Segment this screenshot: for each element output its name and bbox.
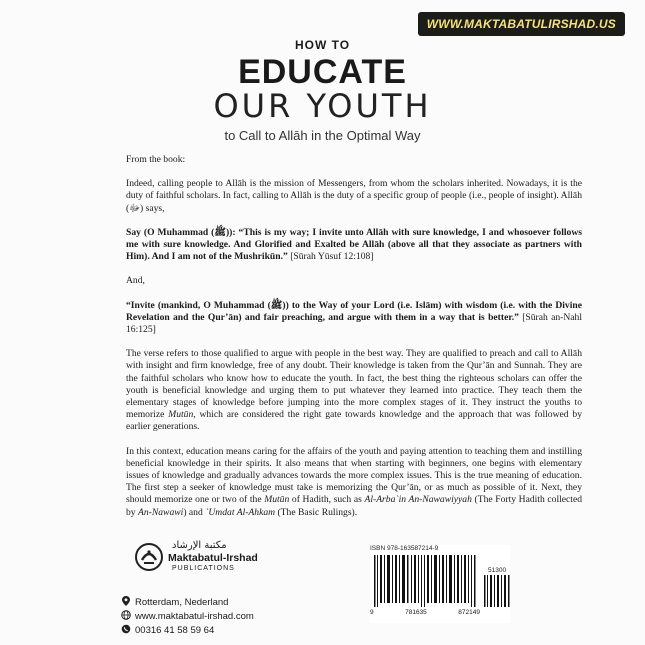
- title-kicker: HOW TO: [294, 38, 351, 52]
- barcode-digit-right: 872149: [458, 609, 480, 616]
- isbn-number: ISBN 978-163587214-9: [370, 545, 439, 552]
- price-barcode-icon: [484, 575, 512, 607]
- globe-icon: [120, 610, 132, 624]
- quran-quote-1: [126, 227, 582, 264]
- contact-phone: [120, 624, 254, 638]
- contact-website: [120, 610, 254, 624]
- quote-1-reference: [Sūrah Yūsuf 12:108]: [290, 251, 374, 263]
- blurb-intro: From the book:: [126, 154, 186, 165]
- publisher-logo: [126, 538, 582, 588]
- location-text: Rotterdam, Nederland: [135, 597, 229, 608]
- price-code: 51300: [488, 567, 507, 574]
- publisher-arabic-name: مكتبة الإرشاد: [172, 540, 227, 551]
- paragraph-3-nawawi: An-Nawawi: [138, 506, 184, 518]
- website-watermark-badge[interactable]: WWW.MAKTABATULIRSHAD.US: [418, 12, 625, 36]
- book-title-main: EDUCATE: [238, 53, 407, 91]
- paragraph-3-part-e: (The Basic Rulings).: [277, 506, 358, 518]
- paragraph-3-part-b: of Hadith, such as: [291, 494, 362, 506]
- barcode-digit-prefix: 9: [370, 609, 374, 616]
- website-link[interactable]: www.maktabatul-irshad.com: [135, 611, 254, 622]
- paragraph-3-part-c: (The Forty Hadith collected by: [126, 494, 583, 518]
- paragraph-3-arbain: Al-Arba`in An-Nawawiyyah: [364, 494, 472, 506]
- barcode-digit-left: 781635: [405, 609, 427, 616]
- location-pin-icon: [120, 596, 132, 610]
- blurb-paragraph-2: [126, 348, 582, 433]
- barcode-digits: [370, 609, 480, 616]
- paragraph-3-umdat: `Umdat Al-Ahkam: [205, 506, 276, 518]
- book-title-secondary: OUR YOUTH: [213, 87, 432, 125]
- blurb-and: And,: [126, 275, 145, 287]
- contact-location: [120, 596, 254, 610]
- blurb-paragraph-3: [126, 446, 582, 519]
- quote-2-text: “Invite (mankind, O Muhammad (ﷺ)) to the Way of your Lord (i.e. Islām) with wisdom (i.e. with the Divine Revelation and the Qur’ān) and fair preaching, and argue with them in a way that is better.”: [126, 299, 582, 323]
- whatsapp-icon: [120, 624, 132, 638]
- barcode-bars-icon: [374, 555, 478, 607]
- paragraph-3-part-d: ) and: [183, 506, 203, 518]
- paragraph-3-mutun: Mutūn: [264, 494, 290, 506]
- book-subtitle: to Call to Allāh in the Optimal Way: [224, 128, 421, 143]
- publisher-tagline: PUBLICATIONS: [172, 565, 235, 572]
- isbn-barcode: [370, 545, 510, 623]
- publisher-name: Maktabatul-Irshad: [168, 552, 258, 564]
- contact-info: [120, 596, 254, 638]
- blurb-paragraph-1: Indeed, calling people to Allāh is the mission of Messengers, from whom the scholars inherited. Nowadays, it is the duty of faithful scholars. In fact, calling to Allāh is the duty of a specific group of people (i.e., people of insight). Allāh (ﷻ) says,: [126, 178, 582, 214]
- phone-number[interactable]: 00316 41 58 59 64: [135, 625, 215, 636]
- paragraph-2-mutun: Mutūn: [168, 409, 194, 421]
- paragraph-2-part-b: , which are considered the right gate towards knowledge and the approach that was followed by earlier generations.: [126, 409, 582, 433]
- paragraph-3-part-a: In this context, education means caring for the affairs of the youth and paying attention to teaching them and instilling beneficial knowledge in their spirits. It also means that when starting with beginners, one begins with elementary issues of knowledge and gradually advances towards the more complex issues. This is the true meaning of education. The first step a seeker of knowledge must take is memorizing the Qur’ān, or as much as possible of it. Next, they should memorize one or two of the: [126, 445, 582, 506]
- blurb-text: [126, 154, 582, 531]
- quran-quote-2: [126, 300, 582, 337]
- paragraph-2-part-a: The verse refers to those qualified to argue with people in the best way. They are qualified to preach and call to Allāh with insight and firm knowledge, free of any doubt. Their knowledge is taken from the Qur’ān and Sunnah. They are the faithful scholars who know how to educate the youth. In fact, the best thing the righteous scholars can offer the youth is beneficial knowledge and urging them to put whatever they learned into practice. They teach them the elementary stages of knowledge before jumping into the more complex stages of it. They instruct the youths to memorize: [126, 348, 582, 421]
- quote-2-reference: [Sūrah an-Nahl 16:125]: [126, 311, 582, 336]
- quote-1-text: Say (O Muhammad (ﷺ)): “This is my way; I invite unto Allāh with sure knowledge, I and whosoever follows me with sure knowledge. And Glorified and Exalted be Allāh (above all that they associate as partners with Him). And I am not of the Mushrikūn.”: [126, 226, 582, 263]
- publisher-emblem-icon: [134, 542, 164, 572]
